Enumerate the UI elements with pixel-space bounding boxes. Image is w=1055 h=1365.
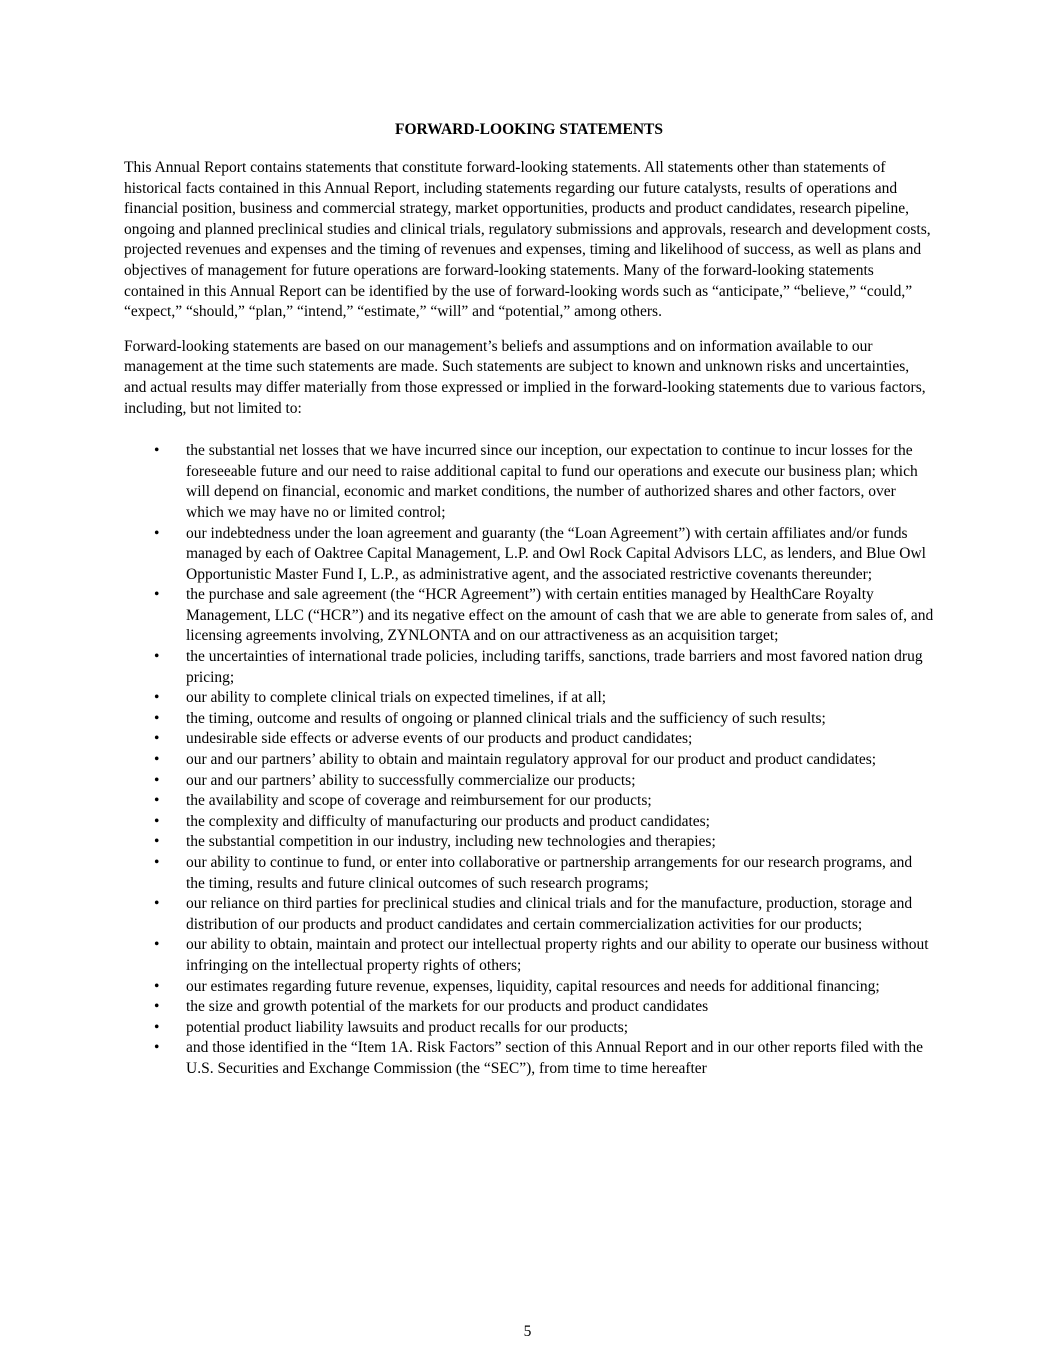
bullet-icon: • [154,442,160,460]
bullet-icon: • [154,689,160,707]
list-item [124,771,934,792]
list-item [124,688,934,709]
bullet-icon: • [154,812,160,830]
list-item [124,935,934,976]
list-item [124,709,934,730]
list-item-text: the availability and scope of coverage and reimbursement for our products; [186,792,652,810]
bullet-icon: • [154,709,160,727]
list-item [124,524,934,586]
bullet-icon: • [154,998,160,1016]
bullet-icon: • [154,854,160,871]
list-item-text: undesirable side effects or adverse events of our products and product candidates; [186,730,693,748]
bullet-icon: • [154,1018,160,1036]
list-item-text: our ability to obtain, maintain and protect our intellectual property rights and our ability to operate our business without infringing on the intellectual property rights of others; [186,936,929,974]
bullet-icon: • [154,936,160,954]
list-item-text: the substantial net losses that we have incurred since our inception, our expectation to continue to incur losses for the foreseeable future and our need to raise additional capital to fund our operations and execute our business plan; which will depend on financial, economic and market conditions, the number of authorized shares and other factors, over which we may have no or limited control; [186,442,918,521]
list-item [124,791,934,812]
bullet-icon: • [154,1039,160,1057]
risk-factor-list [124,441,934,1079]
list-item-text: our indebtedness under the loan agreement and guaranty (the “Loan Agreement”) with certain affiliates and/or funds managed by each of Oaktree Capital Management, L.P. and Owl Rock Capital Advisors LLC, as lenders, and Blue Owl Opportunistic Master Fund I, L.P., as administrative agent, and the associated restrictive covenants thereunder; [186,524,926,583]
list-item-text: our ability to continue to fund, or enter into collaborative or partnership arrangements for our research programs, and the timing, results and future clinical outcomes of such research programs; [186,854,913,892]
bullet-icon: • [154,586,160,604]
factors-paragraph: Forward-looking statements are based on our management’s beliefs and assumptions and on information available to our management at the time such statements are made. Such statements are subject to known and unknown risks and uncertainties, and actual results may differ materially from those expressed or implied in the forward-looking statements due to various factors, including, but not limited to: [124,337,926,417]
list-item [124,977,934,998]
bullet-icon: • [154,751,160,769]
list-item [124,750,934,771]
list-item-text: our reliance on third parties for preclinical studies and clinical trials and for the manufacture, production, storage and distribution of our products and product candidates and certain commercialization activities for our products; [186,895,913,933]
bullet-icon: • [154,833,160,851]
list-item-text: the timing, outcome and results of ongoing or planned clinical trials and the sufficiency of such results; [186,709,826,727]
section-heading: FORWARD-LOOKING STATEMENTS [394,121,663,138]
list-item [124,729,934,750]
list-item-text: the purchase and sale agreement (the “HCR Agreement”) with certain entities managed by HealthCare Royalty Management, LLC (“HCR”) and its negative effect on the amount of cash that we are able to generate from sales of, and licensing agreements involving, ZYNLONTA and on our attractiveness as an acquisition target; [186,586,934,645]
list-item-text: our ability to complete clinical trials on expected timelines, if at all; [186,689,607,707]
list-item-text: our and our partners’ ability to successfully commercialize our products; [186,771,636,789]
list-item-text: our estimates regarding future revenue, expenses, liquidity, capital resources and needs for additional financing; [186,977,880,995]
bullet-icon: • [154,977,160,995]
bullet-icon: • [154,648,160,666]
bullet-icon: • [154,771,160,789]
document-page [124,120,934,1080]
list-item-text: the complexity and difficulty of manufacturing our products and product candidates; [186,812,710,830]
list-item [124,997,934,1018]
list-item [124,647,934,688]
list-item [124,1018,934,1039]
list-item [124,1038,934,1079]
list-item-text: and those identified in the “Item 1A. Risk Factors” section of this Annual Report and in our other reports filed with the U.S. Securities and Exchange Commission (the “SEC”), from time to time hereafter [186,1039,923,1077]
list-item [124,812,934,833]
list-item [124,894,934,935]
list-item [124,832,934,853]
page-number: 5 [523,1323,532,1340]
list-item-text: our and our partners’ ability to obtain and maintain regulatory approval for our product and product candidates; [186,751,877,769]
list-item-text: the substantial competition in our industry, including new technologies and therapies; [186,833,716,851]
list-item [124,441,934,523]
list-item-text: potential product liability lawsuits and product recalls for our products; [186,1018,629,1036]
intro-paragraph: This Annual Report contains statements that constitute forward-looking statements. All statements other than statements of historical facts contained in this Annual Report, including statements regarding our future catalysts, results of operations and financial position, business and commercial strategy, market opportunities, products and product candidates, research pipeline, ongoing and planned preclinical studies and clinical trials, regulatory submissions and approvals, research and development costs, projected revenues and expenses and the timing of revenues and expenses, timing and likelihood of success, as well as plans and objectives of management for future operations are forward-looking statements. Many of the forward-looking statements contained in this Annual Report can be identified by the use of forward-looking words such as “anticipate,” “believe,” “could,” “expect,” “should,” “plan,” “intend,” “estimate,” “will” and “potential,” among others. [124,159,931,321]
list-item [124,585,934,647]
bullet-icon: • [154,730,160,748]
bullet-icon: • [154,895,160,913]
bullet-icon: • [154,792,160,810]
list-item-text: the uncertainties of international trade policies, including tariffs, sanctions, trade barriers and most favored nation drug pricing; [186,648,923,686]
bullet-icon: • [154,524,160,542]
list-item [124,853,934,894]
list-item-text: the size and growth potential of the markets for our products and product candidates [186,998,709,1016]
